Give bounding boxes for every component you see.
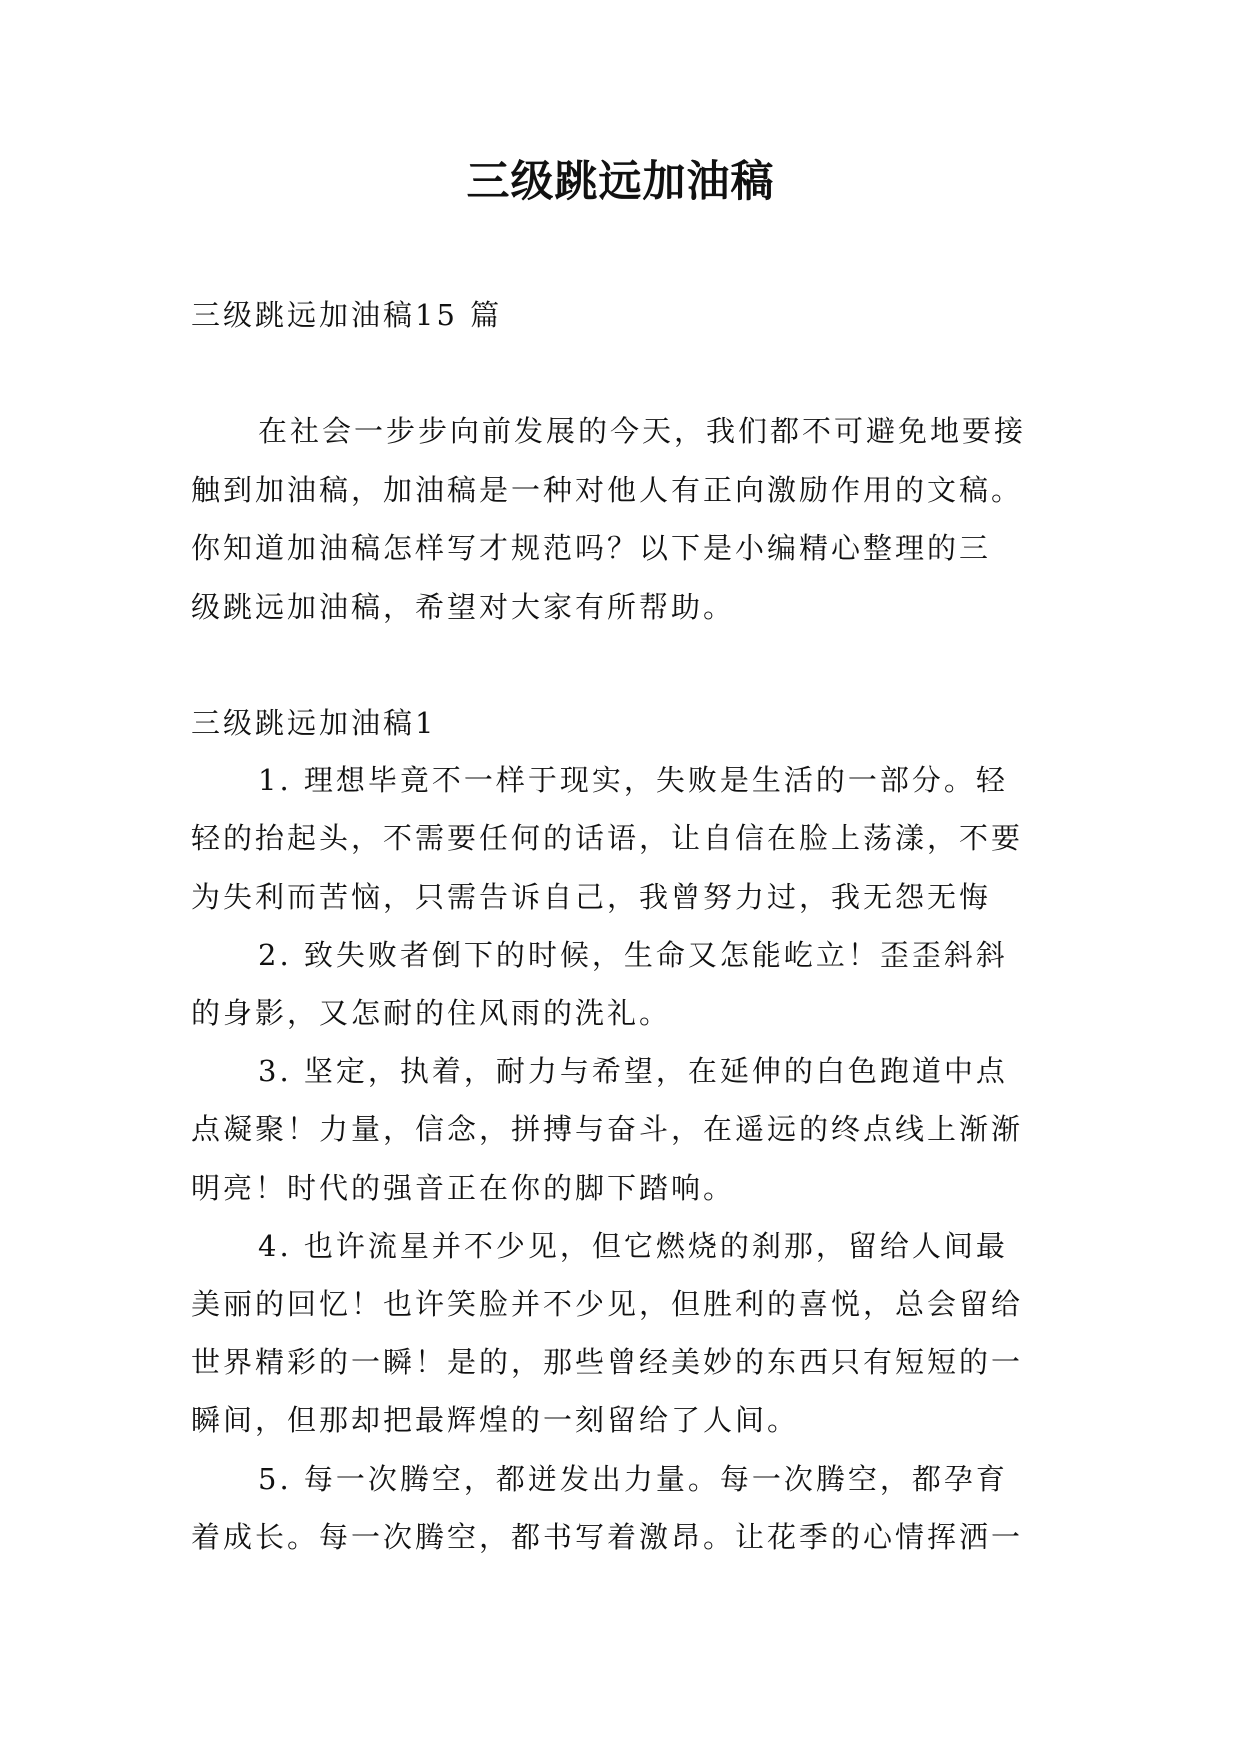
paragraph-line: 在社会一步步向前发展的今天，我们都不可避免地要接 bbox=[258, 414, 1027, 448]
paragraph-line: 1. 理想毕竟不一样于现实，失败是生活的一部分。轻 bbox=[258, 763, 1008, 797]
paragraph-line: 你知道加油稿怎样写才规范吗？以下是小编精心整理的三 bbox=[191, 531, 992, 565]
paragraph-line: 2. 致失败者倒下的时候，生命又怎能屹立！歪歪斜斜 bbox=[258, 938, 1008, 972]
paragraph-line: 3. 坚定，执着，耐力与希望，在延伸的白色跑道中点 bbox=[258, 1054, 1008, 1088]
paragraph-line: 着成长。每一次腾空，都书写着激昂。让花季的心情挥洒一 bbox=[191, 1520, 1024, 1554]
paragraph-line: 5. 每一次腾空，都迸发出力量。每一次腾空，都孕育 bbox=[258, 1462, 1008, 1496]
paragraph-line: 触到加油稿，加油稿是一种对他人有正向激励作用的文稿。 bbox=[191, 473, 1024, 507]
paragraph-line: 瞬间，但那却把最辉煌的一刻留给了人间。 bbox=[191, 1403, 800, 1437]
section-heading: 三级跳远加油稿1 bbox=[191, 706, 437, 740]
paragraph-line: 美丽的回忆！也许笑脸并不少见，但胜利的喜悦，总会留给 bbox=[191, 1287, 1024, 1321]
paragraph-line: 4. 也许流星并不少见，但它燃烧的刹那，留给人间最 bbox=[258, 1229, 1008, 1263]
paragraph-line: 轻的抬起头，不需要任何的话语，让自信在脸上荡漾，不要 bbox=[191, 821, 1024, 855]
document-title: 三级跳远加油稿 bbox=[466, 157, 775, 207]
paragraph-line: 级跳远加油稿，希望对大家有所帮助。 bbox=[191, 590, 736, 624]
paragraph-line: 世界精彩的一瞬！是的，那些曾经美妙的东西只有短短的一 bbox=[191, 1345, 1024, 1379]
paragraph-line: 明亮！时代的强音正在你的脚下踏响。 bbox=[191, 1171, 736, 1205]
document-subtitle: 三级跳远加油稿15 篇 bbox=[191, 298, 503, 332]
paragraph-line: 点凝聚！力量，信念，拼搏与奋斗，在遥远的终点线上渐渐 bbox=[191, 1112, 1024, 1146]
paragraph-line: 的身影，又怎耐的住风雨的洗礼。 bbox=[191, 996, 672, 1030]
paragraph-line: 为失利而苦恼，只需告诉自己，我曾努力过，我无怨无悔 bbox=[191, 880, 992, 914]
